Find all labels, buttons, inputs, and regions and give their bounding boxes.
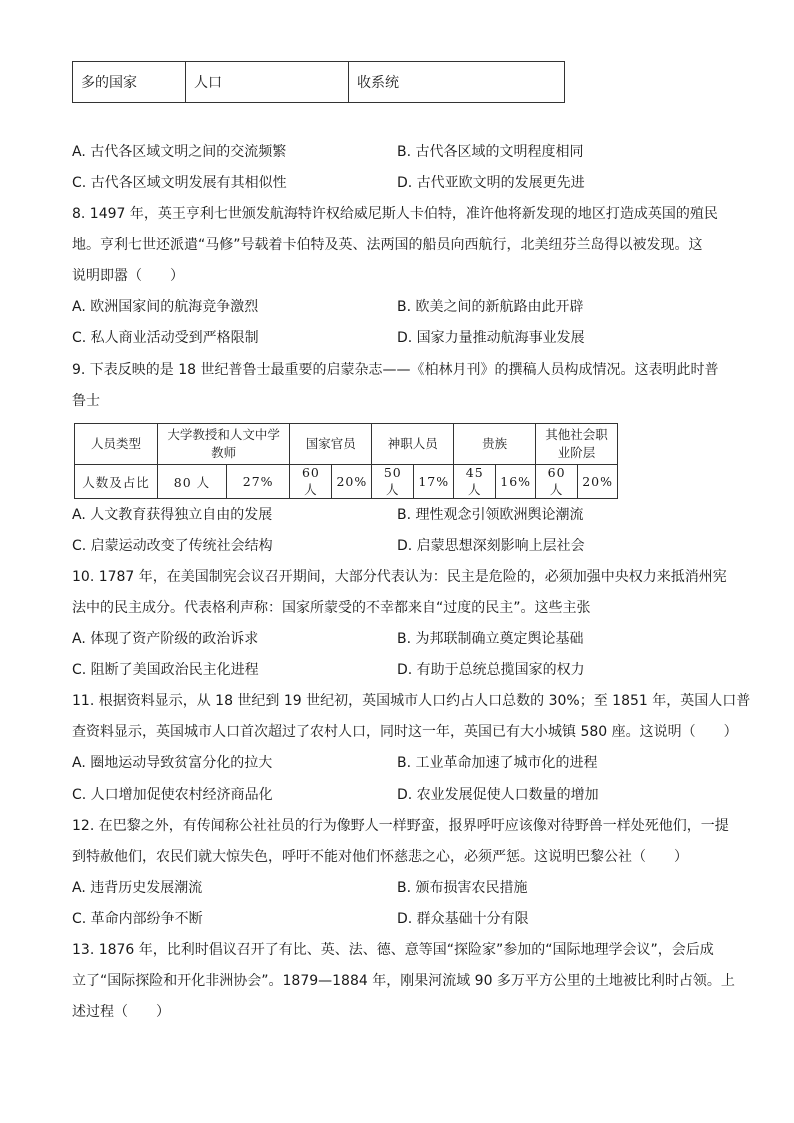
table-cell: 多的国家 <box>73 62 186 103</box>
q8-option-b: B. 欧美之间的新航路由此开辟 <box>397 299 584 315</box>
q11-option-c: C. 人口增加促使农村经济商品化 <box>72 787 273 803</box>
table-cell: 20% <box>578 465 618 499</box>
table-cell: 人口 <box>186 62 349 103</box>
table-header-row <box>75 424 618 465</box>
table-cell: 17% <box>414 465 454 499</box>
q12-stem-line: 到特赦他们，农民们就大惊失色，呼吁不能对他们怀慈悲之心，必须严惩。这说明巴黎公社（ ） <box>72 849 688 865</box>
q10-option-d: D. 有助于总统总揽国家的权力 <box>397 662 585 678</box>
q12-option-a: A. 违背历史发展潮流 <box>72 880 203 896</box>
q9-option-d: D. 启蒙思想深刻影响上层社会 <box>397 538 585 554</box>
q8-option-a: A. 欧洲国家间的航海竞争激烈 <box>72 299 259 315</box>
table-row <box>75 465 618 499</box>
q9-option-a: A. 人文教育获得独立自由的发展 <box>72 507 273 523</box>
q12-stem-line: 12. 在巴黎之外，有传闻称公社社员的行为像野人一样野蛮，报界呼吁应该像对待野兽一样处死他们，一提 <box>72 818 729 834</box>
table-cell: 16% <box>496 465 536 499</box>
q7-option-a: A. 古代各区域文明之间的交流频繁 <box>72 144 287 160</box>
table-cell: 27% <box>226 465 289 499</box>
q12-option-d: D. 群众基础十分有限 <box>397 911 529 927</box>
top-table <box>72 61 565 103</box>
table-cell: 20% <box>332 465 372 499</box>
q7-option-d: D. 古代亚欧文明的发展更先进 <box>397 175 585 191</box>
q11-stem-line: 11. 根据资料显示，从 18 世纪到 19 世纪初，英国城市人口约占人口总数的 30%；至 1851 年，英国人口普 <box>72 693 751 709</box>
q10-option-b: B. 为邦联制确立奠定舆论基础 <box>397 631 584 647</box>
q7-option-b: B. 古代各区域的文明程度相同 <box>397 144 584 160</box>
q9-option-b: B. 理性观念引领欧洲舆论潮流 <box>397 507 584 523</box>
table-cell: 50 人 <box>372 465 414 499</box>
q12-option-b: B. 颁布损害农民措施 <box>397 880 528 896</box>
table-row-label: 人数及占比 <box>75 465 158 499</box>
q10-option-c: C. 阻断了美国政治民主化进程 <box>72 662 259 678</box>
q11-option-d: D. 农业发展促使人口数量的增加 <box>397 787 599 803</box>
q11-stem-line: 查资料显示，英国城市人口首次超过了农村人口，同时这一年，英国已有大小城镇 580 座。这说明（ ） <box>72 724 738 740</box>
q13-stem-line: 述过程（ ） <box>72 1004 170 1020</box>
q9-stem-line: 鲁士 <box>72 393 100 409</box>
table-header-cell: 国家官员 <box>290 424 372 465</box>
q7-option-c: C. 古代各区域文明发展有其相似性 <box>72 175 287 191</box>
q11-option-b: B. 工业革命加速了城市化的进程 <box>397 755 598 771</box>
q8-stem-line: 说明即嚣（ ） <box>72 268 184 284</box>
q8-option-c: C. 私人商业活动受到严格限制 <box>72 330 259 346</box>
q13-stem-line: 13. 1876 年，比利时倡议召开了有比、英、法、德、意等国“探险家”参加的“国际地理学会议”，会后成 <box>72 942 714 958</box>
table-header-cell: 神职人员 <box>372 424 454 465</box>
table-cell: 60 人 <box>290 465 332 499</box>
table-header-cell: 其他社会职业阶层 <box>536 424 618 465</box>
q12-option-c: C. 革命内部纷争不断 <box>72 911 203 927</box>
q10-stem-line: 法中的民主成分。代表格利声称：国家所蒙受的不幸都来自“过度的民主”。这些主张 <box>72 600 591 616</box>
q10-option-a: A. 体现了资产阶级的政治诉求 <box>72 631 259 647</box>
q13-stem-line: 立了“国际探险和开化非洲协会”。1879—1884 年，刚果河流域 90 多万平方公里的土地被比利时占领。上 <box>72 973 735 989</box>
q9-option-c: C. 启蒙运动改变了传统社会结构 <box>72 538 273 554</box>
table-header-cell: 人员类型 <box>75 424 158 465</box>
table-row <box>73 62 565 103</box>
table-cell: 60 人 <box>536 465 578 499</box>
q8-stem-line: 地。亨利七世还派遣“马修”号载着卡伯特及英、法两国的船员向西航行，北美纽芬兰岛得以被发现。这 <box>72 237 703 253</box>
table-cell: 收系统 <box>349 62 565 103</box>
q9-stem-line: 9. 下表反映的是 18 世纪普鲁士最重要的启蒙杂志——《柏林月刊》的撰稿人员构成情况。这表明此时普 <box>72 362 719 378</box>
table-cell: 80 人 <box>158 465 227 499</box>
q9-table <box>74 423 618 499</box>
table-header-cell: 贵族 <box>454 424 536 465</box>
q8-stem-line: 8. 1497 年，英王亨利七世颁发航海特许权给威尼斯人卡伯特，准许他将新发现的地区打造成英国的殖民 <box>72 206 718 222</box>
q8-option-d: D. 国家力量推动航海事业发展 <box>397 330 585 346</box>
table-cell: 45 人 <box>454 465 496 499</box>
table-header-cell: 大学教授和人文中学教师 <box>158 424 290 465</box>
q11-option-a: A. 圈地运动导致贫富分化的拉大 <box>72 755 273 771</box>
q10-stem-line: 10. 1787 年，在美国制宪会议召开期间，大部分代表认为：民主是危险的，必须加强中央权力来抵消州宪 <box>72 569 727 585</box>
